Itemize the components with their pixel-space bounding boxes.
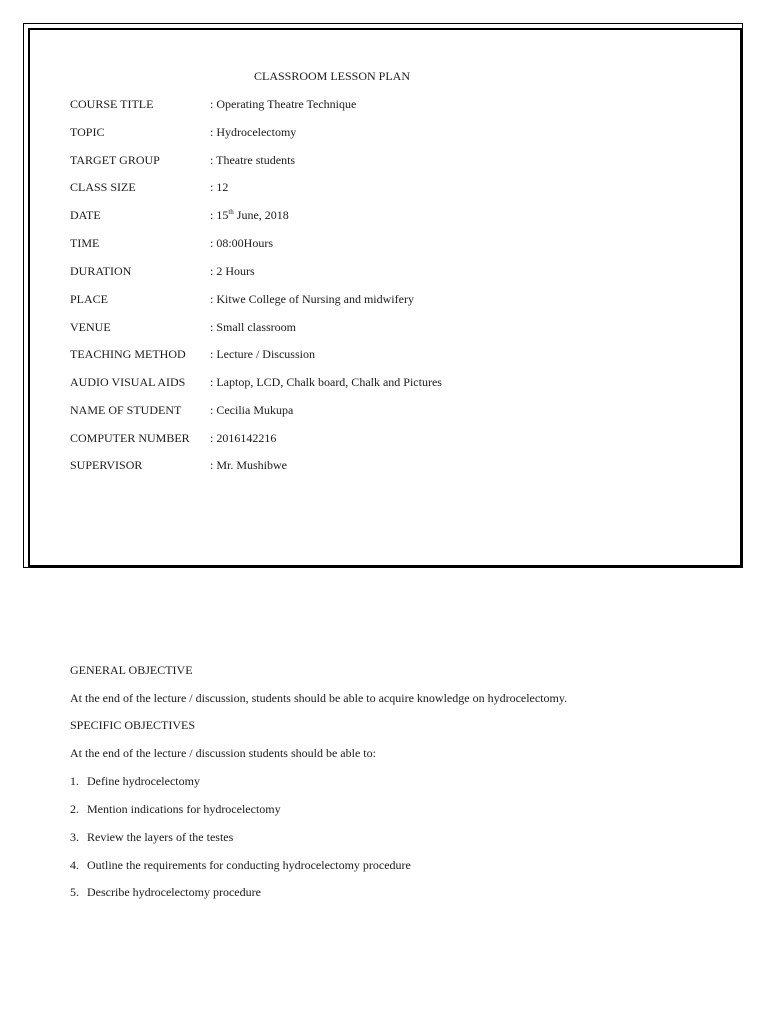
objective-text: Outline the requirements for conducting hydrocelectomy procedure <box>87 858 411 872</box>
info-value: : Kitwe College of Nursing and midwifery <box>210 292 414 306</box>
info-label: SUPERVISOR <box>70 458 143 472</box>
info-value: : Laptop, LCD, Chalk board, Chalk and Pictures <box>210 375 442 389</box>
info-value: : 2 Hours <box>210 264 255 278</box>
objective-number: 2. <box>70 802 79 816</box>
info-value: : 08:00Hours <box>210 236 273 250</box>
info-value: : 2016142216 <box>210 431 277 445</box>
info-value-date <box>210 207 289 223</box>
specific-objectives-intro: At the end of the lecture / discussion students should be able to: <box>70 746 376 760</box>
date-day: : 15 <box>210 208 229 222</box>
objective-item <box>70 857 411 873</box>
lesson-plan-title: CLASSROOM LESSON PLAN <box>253 69 411 83</box>
objective-item <box>70 801 281 817</box>
info-value: : 12 <box>210 180 229 194</box>
objective-item <box>70 829 233 845</box>
info-label: TOPIC <box>70 125 105 139</box>
objective-number: 3. <box>70 830 79 844</box>
info-label: VENUE <box>70 320 111 334</box>
objective-item <box>70 884 261 900</box>
objective-text: Define hydrocelectomy <box>87 774 200 788</box>
objective-text: Review the layers of the testes <box>87 830 234 844</box>
info-label: TIME <box>70 236 100 250</box>
info-value: : Operating Theatre Technique <box>210 97 357 111</box>
objective-number: 1. <box>70 774 79 788</box>
info-label: NAME OF STUDENT <box>70 403 182 417</box>
info-value: : Cecilia Mukupa <box>210 403 294 417</box>
info-value: : Theatre students <box>210 153 296 167</box>
objective-text: Describe hydrocelectomy procedure <box>87 885 261 899</box>
objective-text: Mention indications for hydrocelectomy <box>87 802 281 816</box>
info-label: TARGET GROUP <box>70 153 160 167</box>
info-value: : Hydrocelectomy <box>210 125 297 139</box>
info-value: : Lecture / Discussion <box>210 347 315 361</box>
date-rest: June, 2018 <box>233 208 289 222</box>
info-label: CLASS SIZE <box>70 180 136 194</box>
info-value: : Mr. Mushibwe <box>210 458 288 472</box>
date-ordinal-suffix: th <box>228 208 234 216</box>
info-label: TEACHING METHOD <box>70 347 186 361</box>
objective-item <box>70 773 200 789</box>
info-value: : Small classroom <box>210 320 296 334</box>
objective-number: 5. <box>70 885 79 899</box>
info-label: DATE <box>70 208 101 222</box>
general-objective-text: At the end of the lecture / discussion, students should be able to acquire knowledge on hydrocelectomy. <box>70 691 568 705</box>
info-label: PLACE <box>70 292 109 306</box>
specific-objectives-heading: SPECIFIC OBJECTIVES <box>70 718 196 732</box>
objective-number: 4. <box>70 858 79 872</box>
info-label: DURATION <box>70 264 132 278</box>
info-label: COMPUTER NUMBER <box>70 431 190 445</box>
info-label: COURSE TITLE <box>70 97 154 111</box>
info-label: AUDIO VISUAL AIDS <box>70 375 186 389</box>
general-objective-heading: GENERAL OBJECTIVE <box>70 663 193 677</box>
